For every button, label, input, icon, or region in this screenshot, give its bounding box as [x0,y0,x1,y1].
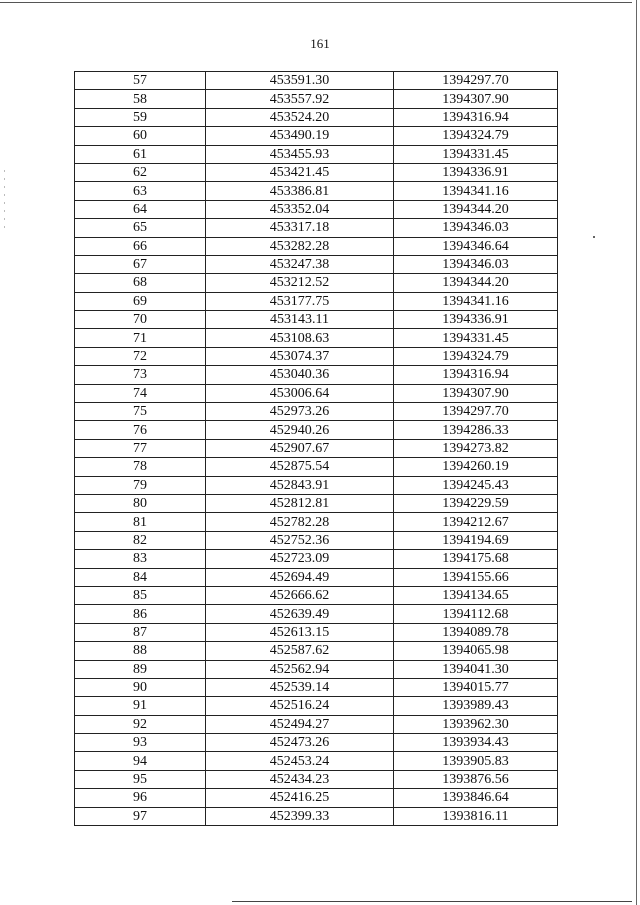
table-row [75,734,558,752]
x-coordinate-cell: 452694.49 [206,568,394,586]
point-number-cell: 96 [75,789,206,807]
x-coordinate-cell: 453212.52 [206,274,394,292]
y-coordinate-cell: 1394324.79 [394,127,558,145]
point-number-cell: 81 [75,513,206,531]
x-coordinate-cell: 453247.38 [206,255,394,273]
x-coordinate-cell: 452434.23 [206,770,394,788]
y-coordinate-cell: 1394344.20 [394,200,558,218]
scan-edge-marks [4,170,5,230]
table-row [75,403,558,421]
table-row [75,145,558,163]
x-coordinate-cell: 452812.81 [206,494,394,512]
y-coordinate-cell: 1394346.03 [394,255,558,273]
x-coordinate-cell: 453352.04 [206,200,394,218]
table-row [75,163,558,181]
point-number-cell: 61 [75,145,206,163]
table-row [75,715,558,733]
y-coordinate-cell: 1393905.83 [394,752,558,770]
table-row [75,127,558,145]
y-coordinate-cell: 1394336.91 [394,311,558,329]
point-number-cell: 86 [75,605,206,623]
table-row [75,458,558,476]
coordinates-table [74,71,558,826]
table-row [75,421,558,439]
point-number-cell: 92 [75,715,206,733]
y-coordinate-cell: 1394273.82 [394,439,558,457]
point-number-cell: 82 [75,531,206,549]
y-coordinate-cell: 1394212.67 [394,513,558,531]
y-coordinate-cell: 1394307.90 [394,90,558,108]
table-row [75,311,558,329]
y-coordinate-cell: 1394015.77 [394,678,558,696]
x-coordinate-cell: 453282.28 [206,237,394,255]
table-row [75,586,558,604]
point-number-cell: 69 [75,292,206,310]
table-row [75,384,558,402]
point-number-cell: 59 [75,108,206,126]
point-number-cell: 90 [75,678,206,696]
point-number-cell: 65 [75,219,206,237]
y-coordinate-cell: 1394316.94 [394,108,558,126]
x-coordinate-cell: 453524.20 [206,108,394,126]
table-row [75,274,558,292]
table-row [75,108,558,126]
y-coordinate-cell: 1394331.45 [394,329,558,347]
x-coordinate-cell: 452494.27 [206,715,394,733]
point-number-cell: 74 [75,384,206,402]
x-coordinate-cell: 453108.63 [206,329,394,347]
point-number-cell: 73 [75,366,206,384]
coordinates-table-body [75,72,558,826]
x-coordinate-cell: 452562.94 [206,660,394,678]
point-number-cell: 87 [75,623,206,641]
y-coordinate-cell: 1394112.68 [394,605,558,623]
point-number-cell: 57 [75,72,206,90]
table-row [75,660,558,678]
x-coordinate-cell: 452453.24 [206,752,394,770]
y-coordinate-cell: 1394324.79 [394,347,558,365]
y-coordinate-cell: 1393816.11 [394,807,558,825]
y-coordinate-cell: 1394297.70 [394,72,558,90]
x-coordinate-cell: 453591.30 [206,72,394,90]
point-number-cell: 79 [75,476,206,494]
y-coordinate-cell: 1393846.64 [394,789,558,807]
table-row [75,789,558,807]
y-coordinate-cell: 1393989.43 [394,697,558,715]
point-number-cell: 93 [75,734,206,752]
point-number-cell: 62 [75,163,206,181]
table-row [75,182,558,200]
x-coordinate-cell: 452940.26 [206,421,394,439]
table-row [75,605,558,623]
x-coordinate-cell: 452399.33 [206,807,394,825]
point-number-cell: 60 [75,127,206,145]
x-coordinate-cell: 452752.36 [206,531,394,549]
point-number-cell: 72 [75,347,206,365]
x-coordinate-cell: 452973.26 [206,403,394,421]
y-coordinate-cell: 1394346.03 [394,219,558,237]
y-coordinate-cell: 1394155.66 [394,568,558,586]
point-number-cell: 76 [75,421,206,439]
point-number-cell: 70 [75,311,206,329]
x-coordinate-cell: 453143.11 [206,311,394,329]
table-row [75,752,558,770]
x-coordinate-cell: 452539.14 [206,678,394,696]
x-coordinate-cell: 453006.64 [206,384,394,402]
x-coordinate-cell: 452416.25 [206,789,394,807]
y-coordinate-cell: 1394041.30 [394,660,558,678]
y-coordinate-cell: 1394134.65 [394,586,558,604]
x-coordinate-cell: 452516.24 [206,697,394,715]
table-row [75,642,558,660]
point-number-cell: 58 [75,90,206,108]
point-number-cell: 75 [75,403,206,421]
x-coordinate-cell: 453557.92 [206,90,394,108]
table-row [75,72,558,90]
y-coordinate-cell: 1394346.64 [394,237,558,255]
table-row [75,568,558,586]
y-coordinate-cell: 1393876.56 [394,770,558,788]
y-coordinate-cell: 1394331.45 [394,145,558,163]
y-coordinate-cell: 1394065.98 [394,642,558,660]
point-number-cell: 89 [75,660,206,678]
x-coordinate-cell: 453455.93 [206,145,394,163]
x-coordinate-cell: 453386.81 [206,182,394,200]
x-coordinate-cell: 453421.45 [206,163,394,181]
point-number-cell: 63 [75,182,206,200]
x-coordinate-cell: 453177.75 [206,292,394,310]
x-coordinate-cell: 453490.19 [206,127,394,145]
y-coordinate-cell: 1394344.20 [394,274,558,292]
x-coordinate-cell: 453040.36 [206,366,394,384]
y-coordinate-cell: 1394245.43 [394,476,558,494]
point-number-cell: 91 [75,697,206,715]
point-number-cell: 80 [75,494,206,512]
point-number-cell: 85 [75,586,206,604]
x-coordinate-cell: 453317.18 [206,219,394,237]
x-coordinate-cell: 452782.28 [206,513,394,531]
point-number-cell: 95 [75,770,206,788]
table-row [75,770,558,788]
point-number-cell: 78 [75,458,206,476]
table-row [75,439,558,457]
table-row [75,531,558,549]
table-row [75,237,558,255]
point-number-cell: 68 [75,274,206,292]
y-coordinate-cell: 1393962.30 [394,715,558,733]
point-number-cell: 94 [75,752,206,770]
top-edge-rule [0,2,632,3]
y-coordinate-cell: 1394229.59 [394,494,558,512]
x-coordinate-cell: 452473.26 [206,734,394,752]
table-row [75,219,558,237]
y-coordinate-cell: 1394194.69 [394,531,558,549]
y-coordinate-cell: 1393934.43 [394,734,558,752]
y-coordinate-cell: 1394316.94 [394,366,558,384]
table-row [75,697,558,715]
y-coordinate-cell: 1394341.16 [394,182,558,200]
x-coordinate-cell: 452875.54 [206,458,394,476]
point-number-cell: 97 [75,807,206,825]
y-coordinate-cell: 1394286.33 [394,421,558,439]
table-row [75,678,558,696]
x-coordinate-cell: 453074.37 [206,347,394,365]
table-row [75,347,558,365]
bottom-edge-rule [232,901,632,902]
table-row [75,623,558,641]
y-coordinate-cell: 1394089.78 [394,623,558,641]
right-edge-rule [636,0,637,905]
page-number: 161 [310,36,330,51]
y-coordinate-cell: 1394336.91 [394,163,558,181]
x-coordinate-cell: 452666.62 [206,586,394,604]
x-coordinate-cell: 452907.67 [206,439,394,457]
x-coordinate-cell: 452613.15 [206,623,394,641]
table-row [75,292,558,310]
point-number-cell: 64 [75,200,206,218]
point-number-cell: 83 [75,550,206,568]
table-row [75,807,558,825]
x-coordinate-cell: 452639.49 [206,605,394,623]
table-row [75,255,558,273]
point-number-cell: 88 [75,642,206,660]
table-row [75,494,558,512]
scan-speck [593,236,595,238]
table-row [75,513,558,531]
y-coordinate-cell: 1394175.68 [394,550,558,568]
point-number-cell: 71 [75,329,206,347]
y-coordinate-cell: 1394297.70 [394,403,558,421]
y-coordinate-cell: 1394341.16 [394,292,558,310]
table-row [75,329,558,347]
point-number-cell: 77 [75,439,206,457]
table-row [75,366,558,384]
point-number-cell: 84 [75,568,206,586]
table-row [75,200,558,218]
y-coordinate-cell: 1394307.90 [394,384,558,402]
table-row [75,550,558,568]
x-coordinate-cell: 452723.09 [206,550,394,568]
table-row [75,90,558,108]
x-coordinate-cell: 452587.62 [206,642,394,660]
x-coordinate-cell: 452843.91 [206,476,394,494]
point-number-cell: 67 [75,255,206,273]
table-row [75,476,558,494]
y-coordinate-cell: 1394260.19 [394,458,558,476]
point-number-cell: 66 [75,237,206,255]
